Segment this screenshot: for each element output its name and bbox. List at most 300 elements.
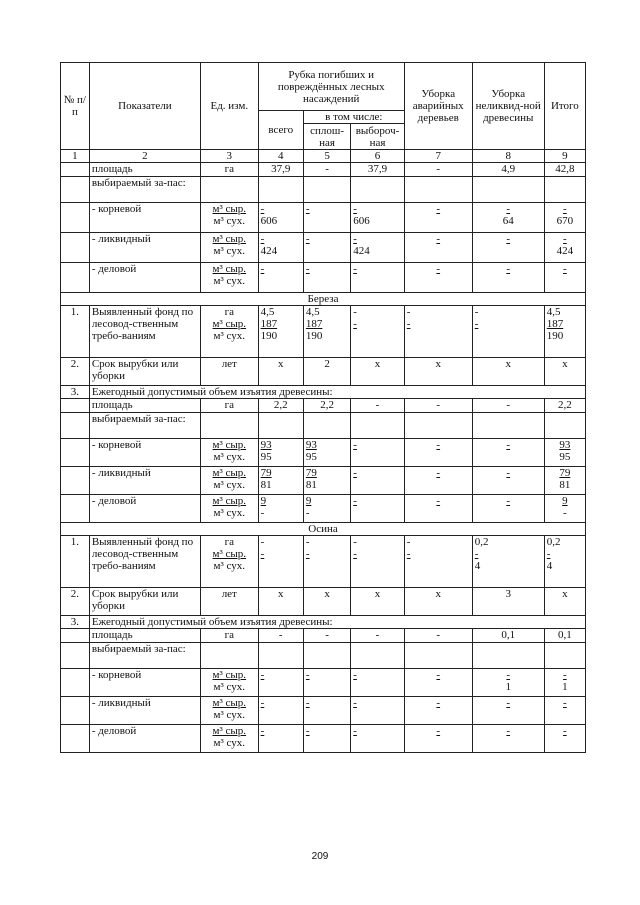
row-num	[61, 725, 90, 753]
row-unit	[200, 643, 258, 669]
row-label: Выявленный фонд по лесовод-ственным требо-ваниям	[89, 536, 200, 588]
cell-line: -	[474, 318, 479, 330]
value-cell	[351, 177, 405, 203]
value-cell	[351, 643, 405, 669]
table-row	[61, 629, 586, 643]
value-cell: х	[544, 588, 585, 616]
value-cell	[544, 263, 585, 293]
column-number: 2	[89, 150, 200, 163]
row-num	[61, 177, 90, 203]
cell-line: -	[305, 263, 310, 275]
row-label: выбираемый за-пас:	[89, 413, 200, 439]
value-cell	[258, 495, 303, 523]
table-body	[61, 163, 586, 753]
cell-line: м³ сух.	[213, 215, 246, 227]
cell-line: -	[406, 318, 411, 330]
cell-line: 0,2	[546, 536, 561, 548]
table-row	[61, 306, 586, 358]
value-cell	[303, 697, 350, 725]
value-cell	[258, 233, 303, 263]
cell-line: -	[506, 669, 511, 681]
cell-line: -	[353, 725, 357, 737]
cell-line: м³ сух.	[213, 451, 246, 463]
cell-line: -	[353, 306, 357, 318]
cell-line: -	[353, 233, 357, 245]
cell-line: 606	[260, 215, 278, 227]
value-cell	[351, 233, 405, 263]
cell-line: -	[305, 203, 310, 215]
value-cell: 2,2	[258, 399, 303, 413]
value-cell	[544, 413, 585, 439]
value-cell	[351, 725, 405, 753]
cell-line: -	[406, 306, 411, 318]
row-unit	[200, 536, 258, 588]
value-cell	[303, 467, 350, 495]
row-num	[61, 669, 90, 697]
cell-line: 9	[305, 495, 312, 507]
cell-line: 187	[260, 318, 278, 330]
cell-line: 187	[305, 318, 323, 330]
value-cell: -	[303, 629, 350, 643]
cell-line: -	[260, 263, 265, 275]
row-unit	[200, 233, 258, 263]
value-cell: 37,9	[258, 163, 303, 177]
section-row	[61, 523, 586, 536]
cell-line: -	[406, 536, 411, 548]
cell-line: -	[506, 725, 511, 737]
cell-line: 0,2	[474, 536, 489, 548]
row-label: - деловой	[89, 495, 200, 523]
row-unit	[200, 306, 258, 358]
row-label: площадь	[89, 163, 200, 177]
cell-line: -	[353, 439, 357, 451]
header-selective: выбороч-ная	[351, 124, 405, 150]
value-cell	[303, 177, 350, 203]
header-unit: Ед. изм.	[200, 63, 258, 150]
cell-line: 81	[260, 479, 272, 491]
header-total: всего	[258, 111, 303, 150]
value-cell	[303, 203, 350, 233]
cell-line: -	[305, 536, 310, 548]
cell-line: м³ сыр.	[212, 203, 247, 215]
value-cell	[258, 669, 303, 697]
row-unit	[200, 467, 258, 495]
cell-line: -	[260, 548, 265, 560]
cell-line: га	[224, 536, 234, 548]
table-row	[61, 203, 586, 233]
cell-line: га	[224, 306, 234, 318]
value-cell	[351, 263, 405, 293]
value-cell	[258, 203, 303, 233]
value-cell	[544, 439, 585, 467]
cell-line: -	[353, 467, 357, 479]
span-row	[61, 386, 586, 399]
cell-line: -	[563, 203, 567, 215]
cell-line: -	[474, 306, 479, 318]
row-num	[61, 163, 90, 177]
value-cell	[472, 467, 544, 495]
cell-line: 93	[260, 439, 272, 451]
value-cell	[472, 306, 544, 358]
cell-line: -	[260, 536, 265, 548]
value-cell	[303, 725, 350, 753]
cell-line: м³ сух.	[213, 330, 246, 342]
row-label: площадь	[89, 399, 200, 413]
cell-line: м³ сух.	[213, 737, 246, 749]
value-cell	[472, 697, 544, 725]
row-label: - ликвидный	[89, 697, 200, 725]
cell-line: -	[506, 697, 511, 709]
cell-line: -	[305, 669, 310, 681]
span-row	[61, 616, 586, 629]
table-row	[61, 725, 586, 753]
cell-line: -	[305, 725, 310, 737]
value-cell	[544, 697, 585, 725]
value-cell: -	[404, 399, 472, 413]
cell-line: м³ сух.	[213, 681, 246, 693]
value-cell	[472, 536, 544, 588]
value-cell: 0,1	[472, 629, 544, 643]
value-cell	[303, 263, 350, 293]
table-row	[61, 399, 586, 413]
row-label: выбираемый за-пас:	[89, 177, 200, 203]
value-cell	[472, 203, 544, 233]
cell-line: м³ сыр.	[212, 318, 247, 330]
value-cell	[404, 697, 472, 725]
row-unit	[200, 697, 258, 725]
cell-line: м³ сыр.	[212, 233, 247, 245]
cell-line: -	[436, 495, 441, 507]
row-label: Выявленный фонд по лесовод-ственным требо-ваниям	[89, 306, 200, 358]
row-label: Срок вырубки или уборки	[89, 358, 200, 386]
row-label: - ликвидный	[89, 467, 200, 495]
value-cell	[351, 697, 405, 725]
value-cell	[544, 467, 585, 495]
cell-line: -	[353, 263, 357, 275]
row-label: площадь	[89, 629, 200, 643]
cell-line: 9	[562, 495, 568, 507]
page-number: 209	[311, 851, 329, 862]
value-cell: -	[351, 399, 405, 413]
row-label: - корневой	[89, 439, 200, 467]
column-numbers-row	[61, 150, 586, 163]
cell-line: -	[563, 725, 567, 737]
cell-line: -	[305, 697, 310, 709]
value-cell	[544, 306, 585, 358]
row-num	[61, 203, 90, 233]
section-row	[61, 293, 586, 306]
column-number: 9	[544, 150, 585, 163]
cell-line: -	[506, 233, 511, 245]
value-cell: -	[404, 629, 472, 643]
table-row	[61, 413, 586, 439]
value-cell	[404, 263, 472, 293]
cell-line: -	[260, 669, 265, 681]
row-num	[61, 629, 90, 643]
cell-line: 4	[474, 560, 481, 572]
value-cell	[404, 467, 472, 495]
value-cell	[303, 306, 350, 358]
cell-line: м³ сыр.	[212, 669, 247, 681]
value-cell	[404, 536, 472, 588]
value-cell	[472, 669, 544, 697]
row-unit	[200, 439, 258, 467]
column-number: 8	[472, 150, 544, 163]
value-cell: х	[351, 358, 405, 386]
cell-line: м³ сух.	[213, 507, 246, 519]
cell-line: -	[506, 467, 511, 479]
row-unit	[200, 725, 258, 753]
value-cell	[404, 643, 472, 669]
value-cell	[351, 536, 405, 588]
cell-line: 9	[260, 495, 267, 507]
value-cell	[351, 495, 405, 523]
cell-line: м³ сух.	[213, 245, 246, 257]
header-emergency: Уборка аварийных деревьев	[404, 63, 472, 150]
value-cell	[258, 467, 303, 495]
cell-line: -	[353, 495, 357, 507]
cell-line: 670	[556, 215, 574, 227]
value-cell: х	[472, 358, 544, 386]
value-cell	[351, 439, 405, 467]
cell-line: -	[563, 507, 567, 519]
row-unit	[200, 495, 258, 523]
data-table	[60, 62, 586, 753]
column-number: 6	[351, 150, 405, 163]
cell-line: 190	[305, 330, 323, 342]
value-cell: х	[303, 588, 350, 616]
cell-line: м³ сух.	[213, 709, 246, 721]
cell-line: 79	[260, 467, 272, 479]
table-row	[61, 439, 586, 467]
value-cell	[303, 536, 350, 588]
cell-line: 4,5	[260, 306, 275, 318]
value-cell	[544, 536, 585, 588]
cell-line: -	[305, 233, 310, 245]
value-cell: х	[258, 358, 303, 386]
value-cell	[404, 725, 472, 753]
value-cell	[404, 306, 472, 358]
cell-line: 1	[505, 681, 511, 693]
cell-line: м³ сыр.	[212, 263, 247, 275]
row-span-label: Ежегодный допустимый объем изъятия древесины:	[89, 386, 585, 399]
cell-line: -	[436, 439, 441, 451]
row-num: 1.	[61, 306, 90, 358]
cell-line: 95	[260, 451, 272, 463]
value-cell: -	[303, 163, 350, 177]
cell-line: -	[506, 439, 511, 451]
cell-line: м³ сух.	[213, 560, 246, 572]
row-label: - деловой	[89, 725, 200, 753]
table-row	[61, 495, 586, 523]
value-cell	[472, 263, 544, 293]
value-cell	[404, 233, 472, 263]
value-cell	[303, 233, 350, 263]
row-num: 1.	[61, 536, 90, 588]
table-row	[61, 467, 586, 495]
header-including: в том числе:	[303, 111, 404, 124]
value-cell	[544, 495, 585, 523]
cell-line: -	[436, 697, 441, 709]
cell-line: м³ сух.	[213, 275, 246, 287]
cell-line: 4	[546, 560, 553, 572]
row-label: - деловой	[89, 263, 200, 293]
cell-line: -	[436, 263, 441, 275]
value-cell	[544, 725, 585, 753]
cell-line: м³ сыр.	[212, 548, 247, 560]
cell-line: 93	[559, 439, 571, 451]
column-number: 7	[404, 150, 472, 163]
value-cell	[258, 263, 303, 293]
cell-line: м³ сыр.	[212, 439, 247, 451]
cell-line: -	[305, 548, 310, 560]
cell-line: -	[260, 203, 265, 215]
value-cell	[351, 306, 405, 358]
value-cell: 2	[303, 358, 350, 386]
cell-line: 424	[353, 245, 370, 257]
header-indicators: Показатели	[89, 63, 200, 150]
value-cell	[404, 413, 472, 439]
row-unit	[200, 669, 258, 697]
table-row	[61, 163, 586, 177]
value-cell	[472, 439, 544, 467]
value-cell	[472, 177, 544, 203]
cell-line: -	[436, 233, 441, 245]
row-num: 2.	[61, 588, 90, 616]
cell-line: 190	[546, 330, 564, 342]
table-row	[61, 263, 586, 293]
value-cell	[258, 177, 303, 203]
row-label: - ликвидный	[89, 233, 200, 263]
table-row	[61, 643, 586, 669]
cell-line: 4,5	[546, 306, 561, 318]
value-cell	[472, 643, 544, 669]
cell-line: 93	[305, 439, 317, 451]
cell-line: 606	[353, 215, 370, 227]
value-cell	[472, 495, 544, 523]
cell-line: -	[436, 467, 441, 479]
column-number: 1	[61, 150, 90, 163]
header-num: № п/п	[61, 63, 90, 150]
value-cell	[544, 177, 585, 203]
row-label: выбираемый за-пас:	[89, 643, 200, 669]
table-row	[61, 669, 586, 697]
row-span-label: Ежегодный допустимый объем изъятия древесины:	[89, 616, 585, 629]
value-cell: 2,2	[544, 399, 585, 413]
cell-line: м³ сыр.	[212, 725, 247, 737]
table-row	[61, 177, 586, 203]
row-num	[61, 233, 90, 263]
row-unit: га	[200, 163, 258, 177]
value-cell: х	[404, 358, 472, 386]
column-number: 5	[303, 150, 350, 163]
cell-line: 79	[305, 467, 317, 479]
cell-line: 81	[305, 479, 317, 491]
row-unit: лет	[200, 588, 258, 616]
value-cell: 2,2	[303, 399, 350, 413]
row-num	[61, 263, 90, 293]
value-cell: х	[351, 588, 405, 616]
cell-line: -	[353, 536, 357, 548]
cell-line: -	[506, 495, 511, 507]
cell-line: -	[506, 263, 511, 275]
value-cell	[544, 643, 585, 669]
value-cell: 4,9	[472, 163, 544, 177]
cell-line: -	[260, 507, 265, 519]
row-unit: га	[200, 399, 258, 413]
value-cell	[258, 306, 303, 358]
cell-line: м³ сыр.	[212, 467, 247, 479]
column-number: 4	[258, 150, 303, 163]
cell-line: 424	[556, 245, 574, 257]
cell-line: 187	[546, 318, 564, 330]
value-cell	[303, 643, 350, 669]
row-num	[61, 697, 90, 725]
cell-line: м³ сух.	[213, 479, 246, 491]
value-cell: х	[544, 358, 585, 386]
table-row	[61, 697, 586, 725]
value-cell	[404, 177, 472, 203]
value-cell: 3	[472, 588, 544, 616]
value-cell	[303, 439, 350, 467]
row-unit	[200, 413, 258, 439]
cell-line: 1	[562, 681, 568, 693]
row-unit: га	[200, 629, 258, 643]
value-cell	[258, 439, 303, 467]
value-cell	[303, 495, 350, 523]
value-cell	[351, 669, 405, 697]
row-num	[61, 413, 90, 439]
cell-line: -	[406, 548, 411, 560]
cell-line: 190	[260, 330, 278, 342]
section-title: Береза	[61, 293, 586, 306]
cell-line: -	[353, 697, 357, 709]
row-unit	[200, 263, 258, 293]
table-row	[61, 233, 586, 263]
cell-line: 64	[502, 215, 514, 227]
cell-line: -	[353, 669, 357, 681]
value-cell	[404, 439, 472, 467]
cell-line: -	[436, 203, 441, 215]
cell-line: -	[563, 233, 567, 245]
cell-line: -	[546, 548, 551, 560]
cell-line: -	[353, 203, 357, 215]
row-unit	[200, 177, 258, 203]
value-cell	[258, 413, 303, 439]
cell-line: -	[474, 548, 479, 560]
cell-line: -	[436, 725, 441, 737]
cell-line: -	[305, 507, 310, 519]
row-num	[61, 467, 90, 495]
row-unit	[200, 203, 258, 233]
row-num	[61, 399, 90, 413]
table-header	[61, 63, 586, 163]
table-row	[61, 358, 586, 386]
row-label: - корневой	[89, 669, 200, 697]
cell-line: м³ сыр.	[212, 697, 247, 709]
section-title: Осина	[61, 523, 586, 536]
cell-line: 4,5	[305, 306, 320, 318]
value-cell	[544, 669, 585, 697]
cell-line: -	[353, 318, 357, 330]
value-cell	[404, 669, 472, 697]
value-cell	[472, 725, 544, 753]
value-cell: х	[258, 588, 303, 616]
row-label: Срок вырубки или уборки	[89, 588, 200, 616]
row-num	[61, 643, 90, 669]
header-itogo: Итого	[544, 63, 585, 150]
row-num: 2.	[61, 358, 90, 386]
